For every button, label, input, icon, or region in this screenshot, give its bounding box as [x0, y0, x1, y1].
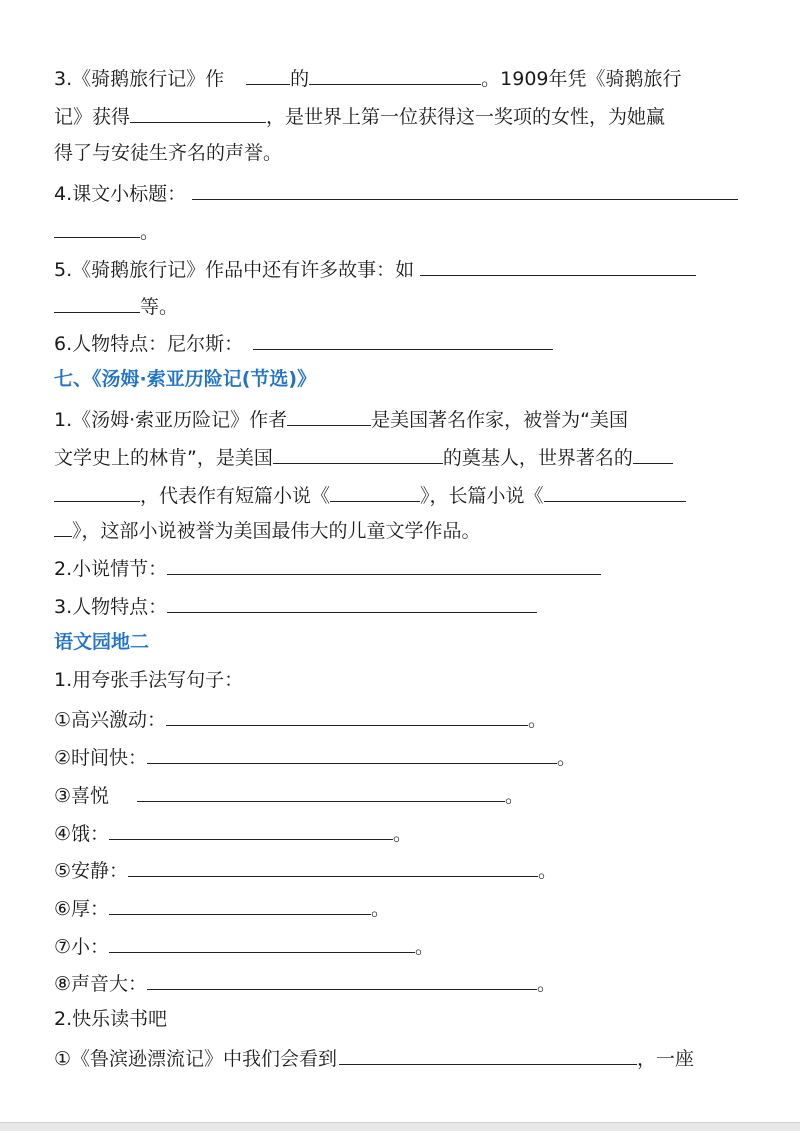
s7-q1-blank-novel-2[interactable]	[54, 516, 72, 537]
q3-text-a: 3.《骑鹅旅行记》作	[54, 68, 225, 90]
garden-item-6-end: 。	[371, 898, 391, 920]
garden-item-8-blank[interactable]	[147, 969, 537, 990]
s7-q1-blank-foundation[interactable]	[273, 443, 443, 464]
garden-item-5-label: ⑤安静：	[54, 860, 129, 882]
garden-q2-title: 2.快乐读书吧	[54, 1008, 168, 1030]
q3-blank-country[interactable]	[309, 64, 481, 85]
s7-q1-text-f: 》，长篇小说《	[420, 485, 544, 507]
s7-q1-text-c: 文学史上的林肯”，是美国	[54, 447, 273, 469]
garden-item-2-end: 。	[557, 747, 577, 769]
garden-q1-title: 1.用夸张手法写句子：	[54, 669, 244, 691]
garden-item-6-label: ⑥厚：	[54, 898, 110, 920]
garden-item-5-blank[interactable]	[128, 856, 538, 877]
section-7-heading: 七、《汤姆·索亚历险记(节选)》	[54, 368, 317, 390]
garden-item-1-blank[interactable]	[166, 705, 528, 726]
garden-q2-blank[interactable]	[339, 1044, 637, 1065]
garden-item-7-blank[interactable]	[109, 932, 415, 953]
s7-q3-blank[interactable]	[167, 592, 537, 613]
q3-text-c: 。1909年凭《骑鹅旅行	[481, 68, 682, 90]
garden-item-4-label: ④饿：	[54, 823, 110, 845]
s7-q1-text-d: 的奠基人，世界著名的	[442, 447, 633, 469]
q5-blank-1[interactable]	[420, 255, 696, 276]
s7-q2-blank[interactable]	[167, 554, 601, 575]
q4-blank-2[interactable]	[54, 217, 140, 238]
garden-item-4	[54, 819, 412, 847]
q3-line-2	[54, 102, 665, 130]
garden-item-4-blank[interactable]	[109, 819, 393, 840]
s7-q1-blank-short-story[interactable]	[330, 481, 420, 502]
q4-text-b: 。	[140, 221, 160, 243]
garden-item-3-label: ③喜悦	[54, 785, 110, 807]
s7-q1-blank-author[interactable]	[287, 405, 371, 426]
s7-q1-blank-role-1[interactable]	[633, 443, 673, 464]
garden-item-2-blank[interactable]	[147, 743, 557, 764]
garden-item-2-label: ②时间快：	[54, 747, 148, 769]
s7-q1-line-1	[54, 405, 628, 433]
q6-line	[54, 329, 553, 357]
q3-blank-award[interactable]	[130, 102, 266, 123]
q5-text-a: 5.《骑鹅旅行记》作品中还有许多故事：如	[54, 259, 415, 281]
garden-item-1-end: 。	[528, 709, 548, 731]
garden-heading: 语文园地二	[54, 631, 150, 653]
q3-blank-author[interactable]	[246, 64, 290, 85]
q6-text-a: 6.人物特点：尼尔斯：	[54, 333, 244, 355]
garden-item-5-end: 。	[538, 860, 558, 882]
q3-text-b: 的	[290, 68, 310, 90]
q5-line-1	[54, 255, 696, 283]
q3-line-3	[54, 140, 282, 166]
garden-item-5	[54, 856, 557, 884]
garden-item-7	[54, 932, 434, 960]
garden-item-1	[54, 705, 547, 733]
q5-line-2	[54, 292, 178, 320]
garden-item-7-end: 。	[415, 936, 435, 958]
s7-q2-text: 2.小说情节：	[54, 558, 168, 580]
s7-q1-blank-role-2[interactable]	[54, 481, 140, 502]
q3-line-1	[54, 64, 682, 92]
garden-item-6-blank[interactable]	[109, 894, 371, 915]
q5-blank-2[interactable]	[54, 292, 140, 313]
q4-text-a: 4.课文小标题：	[54, 183, 187, 205]
s7-q3-line	[54, 592, 537, 620]
garden-item-6	[54, 894, 390, 922]
q6-blank[interactable]	[253, 329, 553, 350]
s7-q1-text-b: 是美国著名作家，被誉为“美国	[371, 409, 629, 431]
garden-item-4-end: 。	[393, 823, 413, 845]
garden-item-2	[54, 743, 576, 771]
garden-item-3-blank[interactable]	[137, 781, 505, 802]
s7-q2-line	[54, 554, 601, 582]
s7-q1-text-e: ，代表作有短篇小说《	[140, 485, 331, 507]
garden-q2-item-1	[54, 1044, 694, 1072]
s7-q3-text: 3.人物特点：	[54, 596, 168, 618]
garden-item-7-label: ⑦小：	[54, 936, 110, 958]
s7-q1-line-3	[54, 481, 686, 509]
garden-item-3	[54, 781, 524, 809]
garden-item-8-label: ⑧声音大：	[54, 973, 148, 995]
s7-q1-line-2	[54, 443, 673, 471]
garden-item-3-end: 。	[505, 785, 525, 807]
s7-q1-blank-novel-1[interactable]	[544, 481, 686, 502]
q3-text-e: ，是世界上第一位获得这一奖项的女性，为她赢	[266, 106, 666, 128]
q4-blank-1[interactable]	[192, 179, 738, 200]
garden-item-1-label: ①高兴激动：	[54, 709, 167, 731]
s7-q1-line-4	[54, 516, 481, 544]
garden-item-8	[54, 969, 556, 997]
q4-line-2	[54, 217, 159, 245]
s7-q1-text-g: 》，这部小说被誉为美国最伟大的儿童文学作品。	[72, 520, 481, 542]
garden-item-8-end: 。	[537, 973, 557, 995]
q5-text-b: 等。	[140, 296, 179, 318]
q4-line-1	[54, 179, 738, 207]
q3-text-f: 得了与安徒生齐名的声誉。	[54, 142, 283, 164]
q3-text-d: 记》获得	[54, 106, 131, 128]
garden-q2-text-b: ，一座	[637, 1048, 695, 1070]
garden-q2-text-a: ①《鲁滨逊漂流记》中我们会看到	[54, 1048, 338, 1070]
s7-q1-text-a: 1.《汤姆·索亚历险记》作者	[54, 409, 288, 431]
